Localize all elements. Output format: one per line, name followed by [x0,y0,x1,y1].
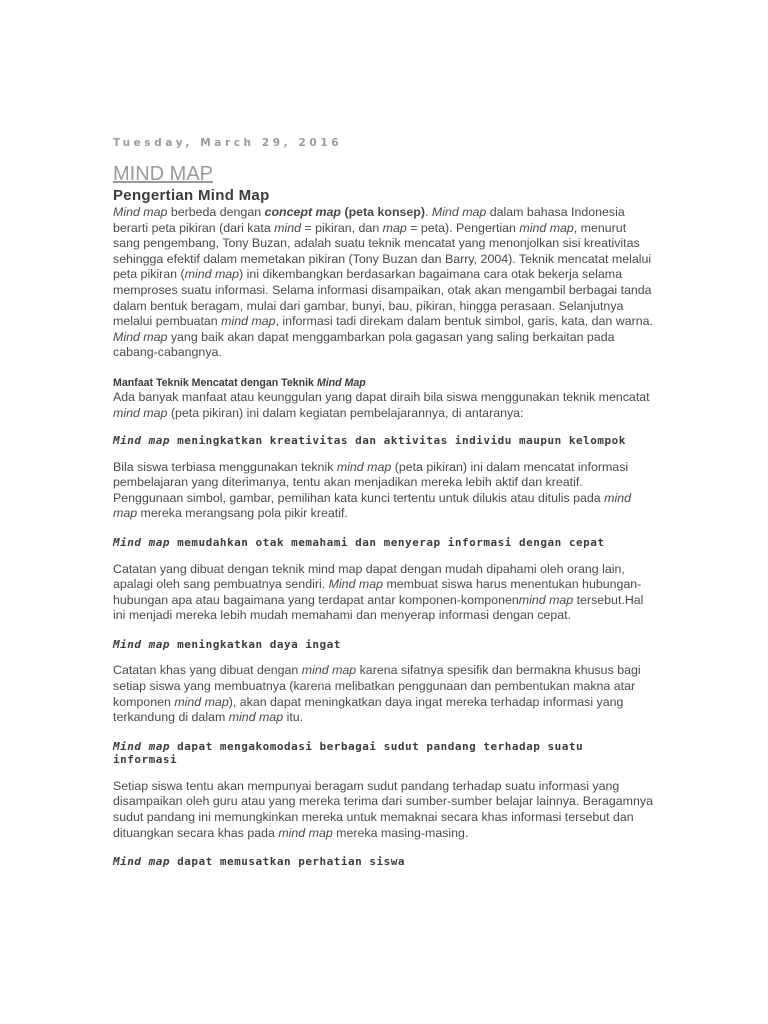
text-run: yang baik akan dapat menggambarkan pola gagasan yang saling berkaitan pada cabang-cabangnya. [113,329,615,360]
text-run: = peta). Pengertian [406,220,520,235]
text-run: Mind map [113,205,168,219]
intro-paragraph [113,205,653,361]
point-5-heading [113,855,653,869]
text-run: Mind map [113,536,170,549]
point-4-paragraph [113,779,653,841]
text-run: (peta pikiran) ini dalam mencatat informasi pembelajaran yang diterimanya, tentu akan menjadikan mereka lebih aktif dan kreatif. Penggunaan simbol, gambar, pemilihan kata kunci tertentu untuk dilukis atau ditulis pada [113,459,629,505]
text-run: (peta pikiran) ini dalam kegiatan pembelajarannya, di antaranya: [167,405,524,420]
benefits-intro-paragraph [113,390,653,421]
text-run: = pikiran, dan [301,220,383,235]
point-1-heading [113,434,653,448]
benefits-heading [113,377,653,390]
point-3-paragraph [113,663,653,725]
point-2-heading [113,536,653,550]
text-run: , menurut sang pengembang, Tony Buzan, adalah suatu teknik mencatat yang menonjolkan sisi kreativitas sehingga efektif dalam memetakan pikiran (Tony Buzan dan Barry, 2004). Teknik mencatat melalui peta pikiran ( [113,220,652,282]
text-run: Mind map [113,434,170,448]
text-run: Mind map [113,329,168,344]
text-run: ) ini dikembangkan berdasarkan bagaimana cara otak bekerja selama memproses suatu informasi. Selama informasi disampaikan, otak akan mengambil berbagai tanda dalam bentuk beragam, mulai dari gambar, bunyi, bau, pikiran, hingga perasaan. Selanjutnya melalui pembuatan [113,267,652,329]
text-run: Manfaat Teknik Mencatat dengan Teknik [113,376,317,389]
text-run: concept map [264,205,341,219]
text-run: (peta konsep) [341,205,425,219]
blog-post [113,137,653,881]
point-4-heading [113,740,653,767]
point-3-heading [113,638,653,652]
point-2-paragraph [113,562,653,624]
text-run: dapat mengakomodasi berbagai sudut pandang terhadap suatu informasi [113,739,584,767]
text-run: mind map [336,459,392,474]
text-run: . [425,205,432,219]
text-run: membuat siswa harus menentukan hubungan-hubungan apa atau bagaimana yang terdapat antar komponen-komponen [113,577,642,607]
text-run: Ada banyak manfaat atau keunggulan yang dapat diraih bila siswa menggunakan teknik mencatat [113,389,650,404]
text-run: Setiap siswa tentu akan mempunyai beragam sudut pandang terhadap suatu informasi yang disampaikan oleh guru atau yang mereka terima dari sumber-sumber belajar lainnya. Beragamnya sudut pandang ini memungkinkan mereka untuk memaknai secara khas informasi tersebut dan dituangkan secara khas pada [113,778,653,840]
text-run: Mind map [113,739,170,753]
text-run: Mind map [113,637,170,651]
text-run: mind [274,220,302,235]
text-run: mind map [184,267,240,282]
text-run: Catatan yang dibuat dengan teknik mind map dapat dengan mudah dipahami oleh orang lain, apalagi oleh sang pembuatnya sendiri. [113,561,625,592]
article-heading: Pengertian Mind Map [113,187,270,204]
text-run: karena sifatnya spesifik dan bermakna khusus bagi setiap siswa yang membuatnya (karena melibatkan penggunaan dan pembentukan makna atar komponen [113,663,641,709]
text-run: memudahkan otak memahami dan menyerap informasi dengan cepat [169,536,605,549]
text-run: mind map [113,405,168,420]
text-run: Mind Map [316,376,366,389]
text-run: mind map [278,825,333,840]
text-run: Mind map [328,577,384,592]
text-run: mind map [221,314,276,329]
text-run: meningkatkan daya ingat [169,637,341,651]
text-run: Mind map [113,855,170,869]
text-run: , informasi tadi direkam dalam bentuk simbol, garis, kata, dan warna. [275,314,653,329]
text-run: mind map [519,220,574,235]
text-run: ), akan dapat meningkatkan daya ingat mereka terhadap informasi yang terkandung di dalam [113,694,624,725]
text-run: Bila siswa terbiasa menggunakan teknik [113,459,337,474]
text-run: meningkatkan kreativitas dan aktivitas individu maupun kelompok [169,434,626,448]
text-run: Catatan khas yang dibuat dengan [113,663,302,678]
text-run: mind map [113,490,631,521]
text-run: mind map [518,592,574,607]
text-run: berbeda dengan [167,205,265,219]
text-run: mind map [174,694,229,709]
text-run: Mind map [431,205,487,219]
text-run: itu. [283,710,304,725]
text-run: map [382,220,407,235]
text-run: mind map [228,710,284,725]
point-1-paragraph [113,460,653,522]
text-run: dapat memusatkan perhatian siswa [169,855,406,869]
text-run: mind map [301,663,357,678]
text-run: tersebut.Hal ini menjadi mereka lebih mudah memahami dan menyerap informasi dengan cepat. [113,592,644,623]
text-run: dalam bahasa Indonesia berarti peta pikiran (dari kata [113,205,625,235]
text-run: mereka merangsang pola pikir kreatif. [137,506,348,521]
post-title-link[interactable]: MIND MAP [113,163,213,185]
post-date: Tuesday, March 29, 2016 [113,137,343,149]
text-run: mereka masing-masing. [332,825,469,840]
